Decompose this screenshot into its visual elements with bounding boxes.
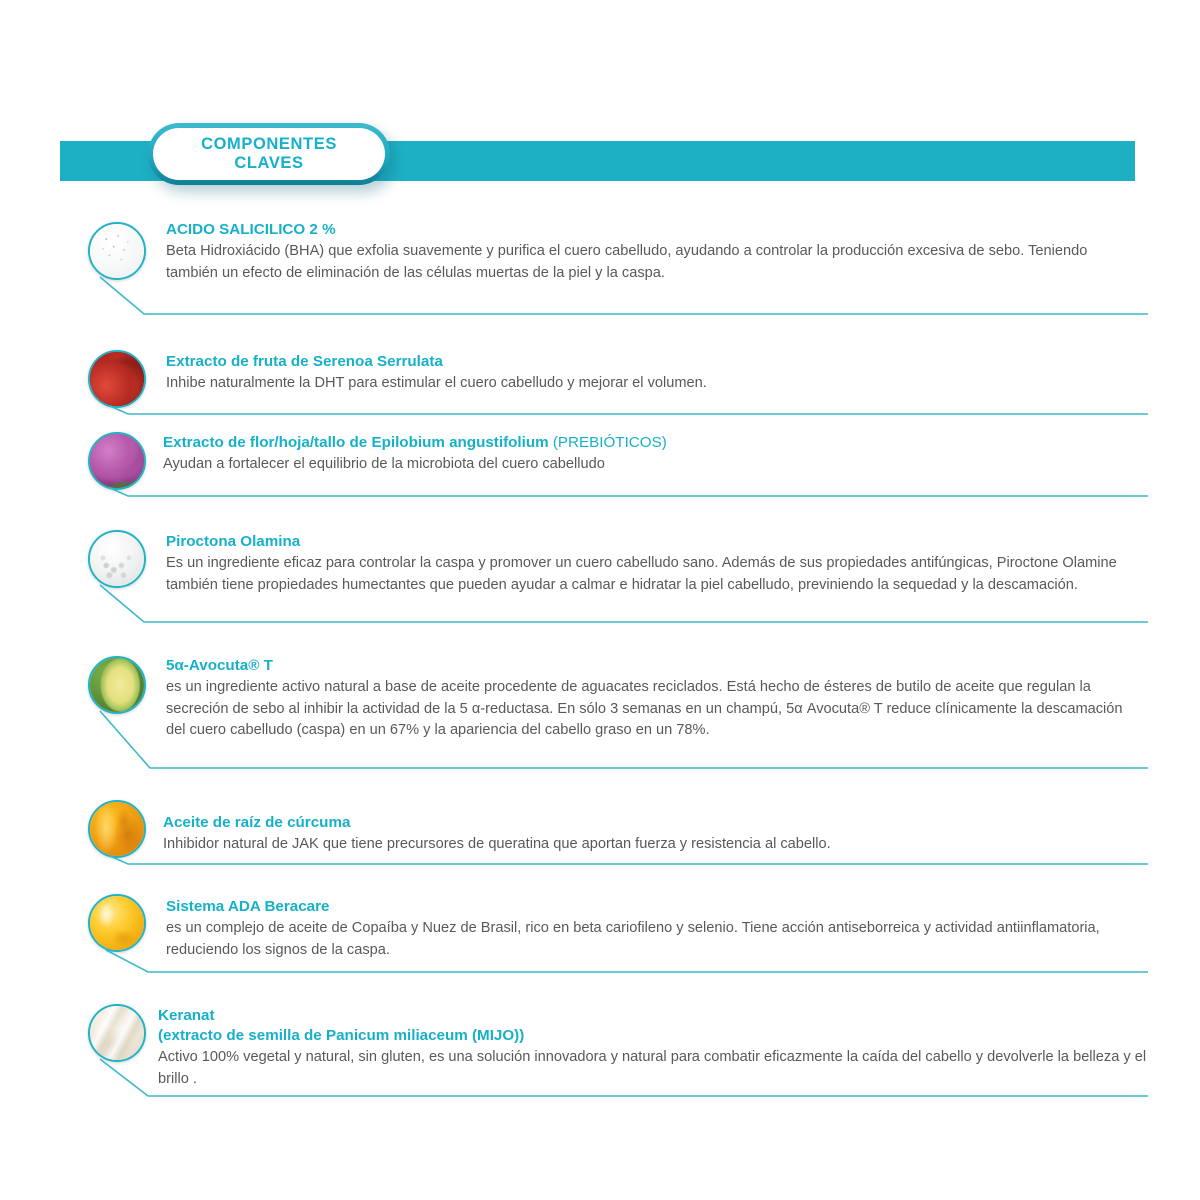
ingredient-text [163, 433, 1148, 476]
ingredient-description: es un ingrediente activo natural a base de aceite procedente de aguacates reciclados. Está hecho de ésteres de butilo de aceite que regulan la secreción de sebo al inhibir la actividad de la 5 α-reductasa. En sólo 3 semanas en un champú, 5α Avocuta® T reduce clínicamente la descamación del cuero cabelludo (caspa) en un 67% y la apariencia del cabello graso en un 78%. [166, 679, 1123, 738]
ingredient-row [88, 432, 1148, 502]
page-header [0, 0, 1200, 200]
saw-palmetto-berries-icon [88, 350, 146, 408]
ingredient-title: Extracto de fruta de Serenoa Serrulata [166, 353, 443, 370]
ingredient-title: Piroctona Olamina [166, 533, 301, 550]
ingredient-description: Inhibidor natural de JAK que tiene precursores de queratina que aportan fuerza y resistencia al cabello. [163, 836, 831, 852]
ingredient-title: ACIDO SALICILICO 2 % [166, 221, 336, 238]
ingredient-text [166, 897, 1141, 961]
ingredient-title: Aceite de raíz de cúrcuma [163, 814, 351, 831]
ingredient-row [88, 222, 1148, 332]
ingredient-row [88, 1004, 1148, 1114]
ingredient-description: es un complejo de aceite de Copaíba y Nuez de Brasil, rico en beta cariofileno y selenio. Tiene acción antiseborreica y actividad antiinflamatoria, reduciendo los signos de la caspa. [166, 920, 1100, 958]
page-title-line2: CLAVES [234, 154, 304, 172]
ingredient-icon-wrap [88, 530, 150, 592]
ingredient-icon-wrap [88, 350, 150, 412]
ingredient-description: Ayudan a fortalecer el equilibrio de la microbiota del cuero cabelludo [163, 456, 605, 472]
avocado-icon [88, 656, 146, 714]
turmeric-powder-icon [88, 800, 146, 858]
ingredient-title-line2: (extracto de semilla de Panicum miliaceum (MIJO)) [158, 1027, 525, 1044]
ingredient-row [88, 894, 1148, 986]
millet-cream-icon [88, 1004, 146, 1062]
ingredient-icon-wrap [88, 894, 150, 956]
ingredient-title: 5α-Avocuta® T [166, 657, 273, 674]
ingredient-text [158, 1006, 1148, 1090]
ingredient-text [166, 532, 1141, 596]
ingredient-description: Es un ingrediente eficaz para controlar la caspa y promover un cuero cabelludo sano. Además de sus propiedades antifúngicas, Piroctone Olamine también tiene propiedades humectantes que pueden ayudar a calmar e hidratar la piel cabelludo, previniendo la sequedad y la descamación. [166, 555, 1117, 593]
ingredient-text [166, 656, 1141, 742]
ingredient-text [166, 352, 1141, 395]
ingredient-icon-wrap [88, 800, 150, 862]
ingredient-row [88, 656, 1148, 791]
ingredient-title: Keranat (extracto de semilla de Panicum miliaceum (MIJO)) [158, 1006, 1148, 1046]
ingredient-row [88, 530, 1148, 640]
ingredient-title-suffix: (PREBIÓTICOS) [552, 434, 667, 451]
oil-droplet-icon [88, 894, 146, 952]
ingredient-icon-wrap [88, 656, 150, 718]
ingredient-text [166, 220, 1141, 284]
epilobium-flower-icon [88, 432, 146, 490]
ingredient-description: Inhibe naturalmente la DHT para estimular el cuero cabelludo y mejorar el volumen. [166, 375, 707, 391]
ingredient-text [163, 813, 1148, 856]
ingredient-row [88, 350, 1148, 420]
ingredient-row [88, 800, 1148, 870]
ingredient-title: Extracto de flor/hoja/tallo de Epilobium angustifolium (PREBIÓTICOS) [163, 434, 667, 451]
ingredient-title: Sistema ADA Beracare [166, 898, 330, 915]
piroctone-olamine-powder-icon [88, 530, 146, 588]
ingredient-description: Activo 100% vegetal y natural, sin gluten, es una solución innovadora y natural para combatir eficazmente la caída del cabello y devolverle la belleza y el brillo . [158, 1049, 1147, 1087]
ingredient-icon-wrap [88, 432, 150, 494]
salicylic-acid-powder-icon [88, 222, 146, 280]
ingredient-icon-wrap [88, 1004, 150, 1066]
page-title-line1: COMPONENTES [201, 135, 337, 153]
ingredient-icon-wrap [88, 222, 150, 284]
page-title [153, 128, 385, 180]
ingredient-description: Beta Hidroxiácido (BHA) que exfolia suavemente y purifica el cuero cabelludo, ayudando a controlar la producción excesiva de sebo. Teniendo también un efecto de eliminación de las células muertas de la piel y la caspa. [166, 243, 1088, 281]
